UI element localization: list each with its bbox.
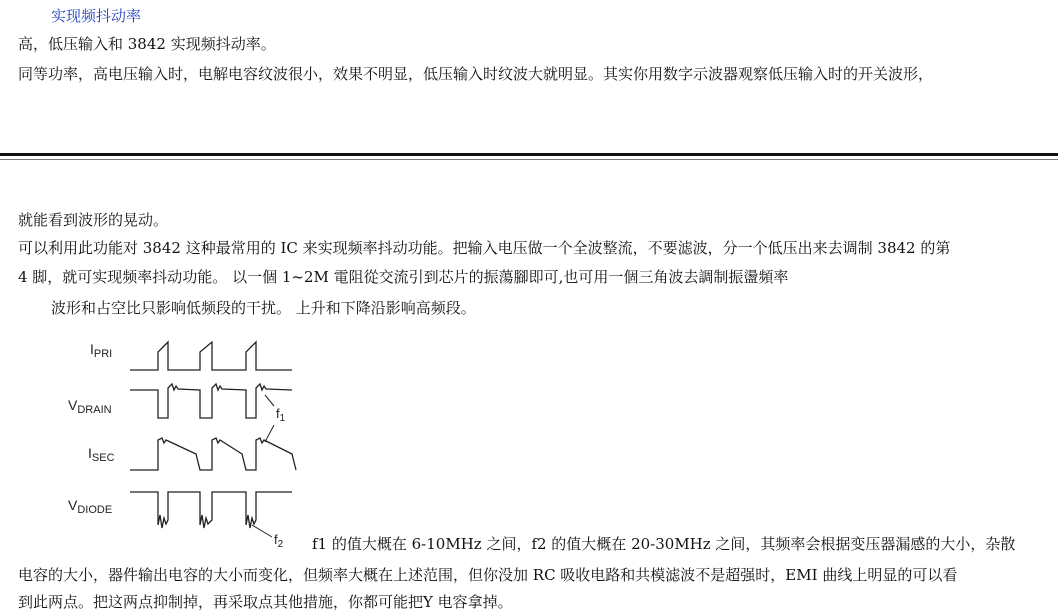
waveform-ipri (130, 342, 292, 370)
divider-thin (0, 159, 1058, 160)
paragraph-line: 可以利用此功能对 3842 这种最常用的 IC 来实现频率抖动功能。把输入电压做一个全波整流，不要滤波，分一个低压出来去调制 3842 的第 (18, 239, 951, 257)
f1-pointer-line (265, 425, 274, 442)
section-title-link[interactable]: 实现频抖动率 (51, 7, 142, 25)
paragraph-line: 到此两点。把这两点抑制掉，再采取点其他措施，你都可能把Y 电容拿掉。 (18, 593, 513, 611)
f2-pointer-line (252, 525, 272, 537)
paragraph-line: 就能看到波形的晃动。 (18, 211, 169, 229)
waveform-isec (130, 438, 296, 470)
paragraph-line: f1 的值大概在 6-10MHz 之间，f2 的值大概在 20-30MHz 之间，其频率会根据变压器漏感的大小，杂散 (312, 535, 1016, 553)
waveform-diagram (60, 330, 310, 555)
f1-pointer-line (265, 395, 274, 406)
waveform-figure (60, 330, 310, 555)
marker-f2: $f_2$ (274, 532, 284, 550)
divider-thick (0, 153, 1058, 156)
label-ipri: $I_{PRI}$ (90, 341, 113, 360)
waveform-vdiode (130, 492, 292, 528)
marker-f1: $f_1$ (276, 406, 286, 424)
paragraph-line: 电容的大小，器件输出电容的大小而变化，但频率大概在上述范围，但你没加 RC 吸收电路和共模滤波不是超强时，EMI 曲线上明显的可以看 (18, 566, 958, 584)
label-vdrain: $V_{DRAIN}$ (68, 397, 112, 416)
paragraph-line: 波形和占空比只影响低频段的干扰。 上升和下降沿影响高频段。 (51, 299, 476, 317)
label-vdiode: $V_{DIODE}$ (68, 497, 113, 516)
label-isec: $I_{SEC}$ (88, 445, 115, 464)
paragraph-line: 高，低压输入和 3842 实现频抖动率。 (18, 35, 276, 53)
paragraph-line: 同等功率，高电压输入时，电解电容纹波很小，效果不明显，低压输入时纹波大就明显。其实你用数字示波器观察低压输入时的开关波形， (18, 65, 934, 83)
waveform-vdrain (130, 384, 292, 418)
paragraph-line: 4 脚，就可实现频率抖动功能。 以一個 1~2M 電阻從交流引到芯片的振蕩腳即可,也可用一個三角波去調制振盪頻率 (18, 268, 789, 286)
